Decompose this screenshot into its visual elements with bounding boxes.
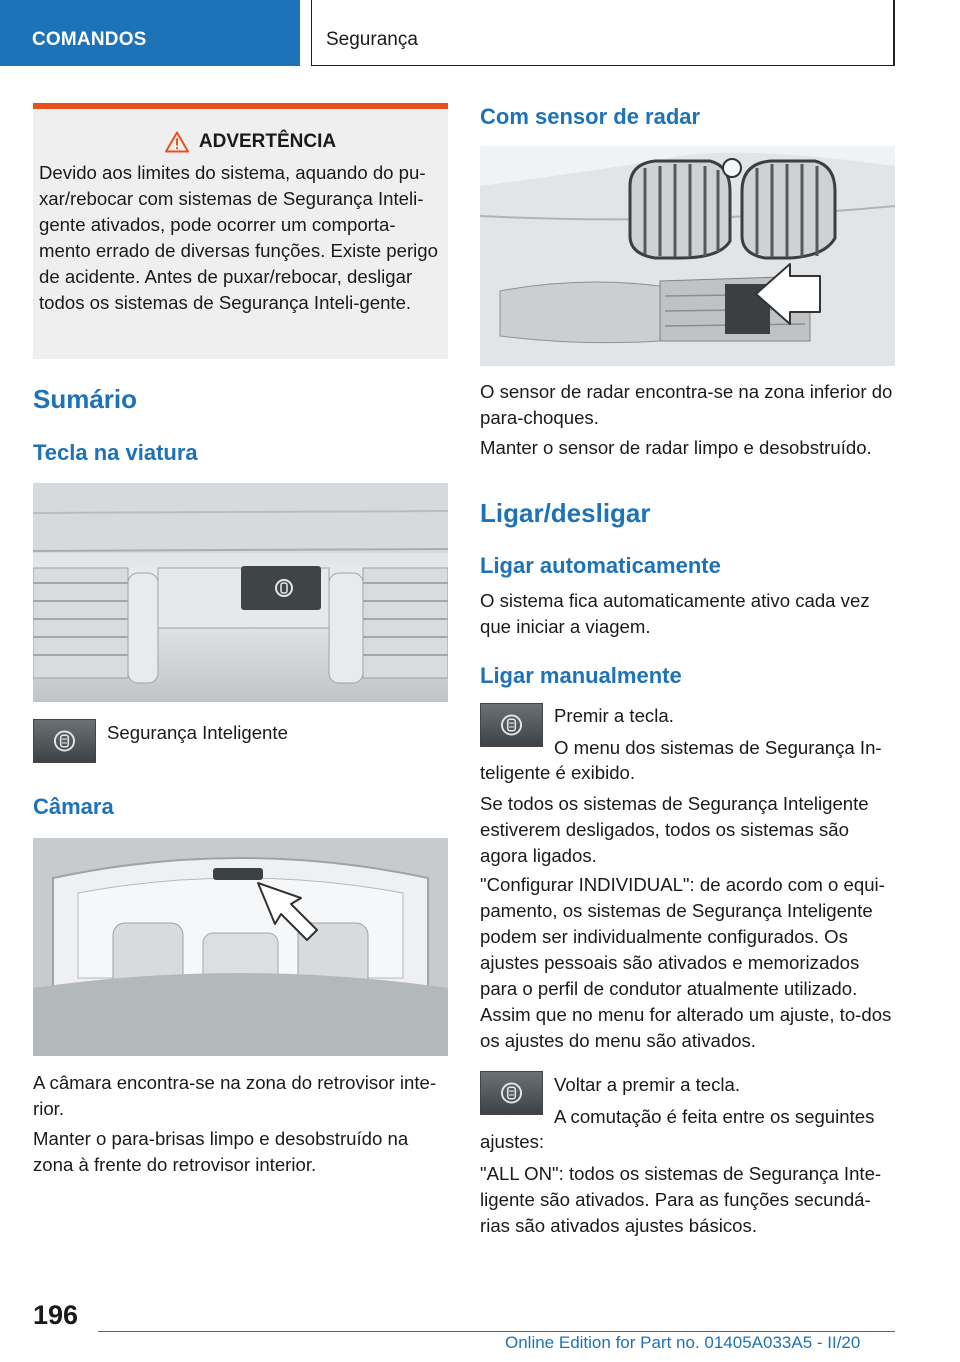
radar-paragraph-2: Manter o sensor de radar limpo e desobstruído.: [480, 437, 872, 458]
manual-line-2: O menu dos sistemas de Segurança In-: [554, 737, 882, 758]
intelligent-safety-button-icon: [481, 1072, 542, 1114]
camara-paragraph-2: Manter o para-brisas limpo e desobstruído na zona à frente do retrovisor interior.: [33, 1128, 409, 1175]
individual-paragraph: "Configurar INDIVIDUAL": de acordo com o equi-pamento, os sistemas de Segurança Inteligente podem ser individualmente configurados. Os ajustes pessoais são ativados e memorizados para o perfil de condutor atualmente utilizado. Assim que no menu for alterado um ajuste, to-dos os ajustes do menu são ativados.: [480, 874, 892, 1051]
header-topic-box: [311, 0, 895, 66]
heading-radar: Com sensor de radar: [480, 104, 701, 129]
header-topic-label: Segurança: [326, 29, 418, 50]
heading-ligar-manualmente: Ligar manualmente: [480, 663, 682, 688]
camera-location-image: [33, 838, 448, 1056]
radar-sensor-image: [480, 146, 895, 366]
key-label-intelligent-safety: Segurança Inteligente: [107, 722, 288, 743]
footer-divider: [98, 1331, 895, 1332]
allon-paragraph: "ALL ON": todos os sistemas de Segurança Inte-ligente são ativados. Para as funções secundá-rias são ativados ajustes básicos.: [480, 1163, 882, 1236]
warning-text: Devido aos limites do sistema, aquando do pu-xar/rebocar com sistemas de Segurança Inteli-gente ativados, pode ocorrer um comporta-mento errado de diversas funções. Existe perigo de acidente. Antes de puxar/rebocar, desligar todos os sistemas de Segurança Inteli-gente.: [39, 162, 438, 313]
footer-edition: Online Edition for Part no. 01405A033A5 - II/20: [505, 1333, 861, 1352]
key-icon-intelligent-safety: [33, 719, 96, 763]
intelligent-safety-button-icon: [481, 704, 542, 746]
header-section-tab: [0, 0, 300, 66]
manual-line-1: Premir a tecla.: [554, 705, 674, 726]
heading-tecla: Tecla na viatura: [33, 440, 198, 465]
warning-box: [33, 103, 448, 359]
intelligent-safety-button-icon: [34, 720, 95, 762]
heading-ligar-desligar: Ligar/desligar: [480, 498, 651, 528]
voltar-line-1: Voltar a premir a tecla.: [554, 1074, 741, 1095]
page-number: 196: [33, 1300, 79, 1330]
auto-paragraph: O sistema fica automaticamente ativo cada vez que iniciar a viagem.: [480, 590, 870, 637]
voltar-line-3: ajustes:: [480, 1131, 545, 1152]
warning-triangle-icon: [165, 131, 189, 153]
key-icon-manual: [480, 703, 543, 747]
key-icon-voltar: [480, 1071, 543, 1115]
warning-title-text: ADVERTÊNCIA: [198, 131, 337, 152]
heading-sumario: Sumário: [33, 384, 138, 414]
manual-line-3: teligente é exibido.: [480, 762, 636, 783]
dashboard-button-image: [33, 483, 448, 702]
radar-paragraph-1: O sensor de radar encontra-se na zona inferior do para-choques.: [480, 381, 893, 428]
heading-camara: Câmara: [33, 794, 114, 819]
camara-paragraph-1: A câmara encontra-se na zona do retrovisor inte-rior.: [33, 1072, 437, 1119]
desligados-paragraph: Se todos os sistemas de Segurança Inteligente estiverem desligados, todos os sistemas são agora ligados.: [480, 793, 869, 866]
warning-title: [39, 131, 440, 153]
heading-ligar-automaticamente: Ligar automaticamente: [480, 553, 721, 578]
header-section-label: COMANDOS: [32, 29, 147, 50]
voltar-line-2: A comutação é feita entre os seguintes: [554, 1106, 875, 1127]
